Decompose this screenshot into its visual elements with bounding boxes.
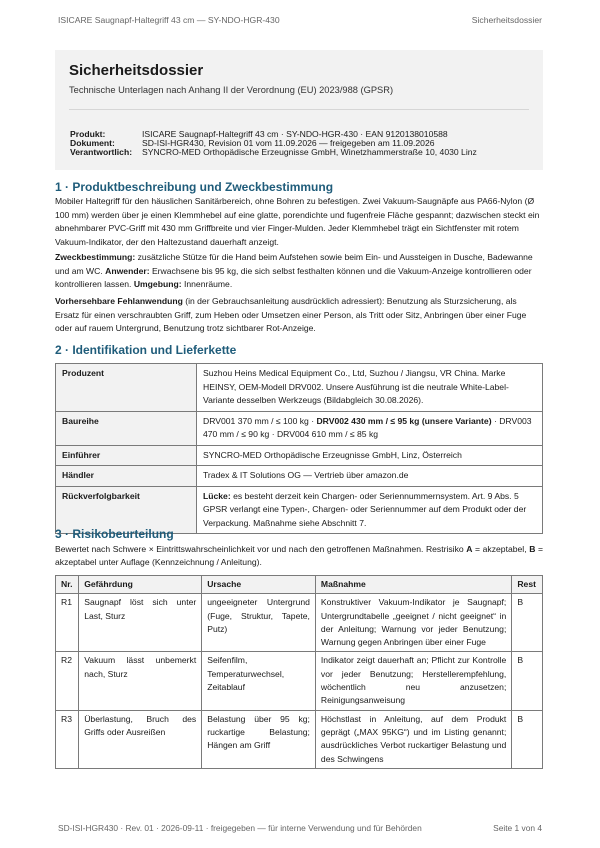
meta-value: SYNCRO-MED Orthopädische Erzeugnisse GmbH, Winetzhammerstraße 10, 4030 Linz: [142, 147, 477, 157]
cell-nr: R1: [56, 594, 79, 652]
cell-measure: Höchstlast in Anleitung, auf dem Produkt geprägt („MAX 95KG“) und im Listing genannt; ausdrückliches Verbot ruckartiger Belastung und des Schwingens: [315, 710, 511, 768]
gap-label: Lücke:: [203, 490, 231, 501]
title-divider: [69, 109, 529, 110]
table-row: [56, 594, 543, 652]
meta-key: Verantwortlich:: [70, 147, 133, 157]
table-row: [56, 710, 543, 768]
row-value: [197, 411, 543, 445]
col-header-hazard: Gefährdung: [79, 576, 202, 594]
intro-b: B: [529, 544, 536, 554]
section-3-heading: 3 · Risikobeurteilung: [55, 527, 174, 541]
cell-nr: R3: [56, 710, 79, 768]
row-value: SYNCRO-MED Orthopädische Erzeugnisse GmbH, Linz, Österreich: [197, 445, 543, 466]
series-text: DRV001 370 mm / ≤ 100 kg ·: [203, 415, 317, 426]
label-users: Anwender:: [105, 265, 150, 276]
cell-hazard: Überlastung, Bruch des Griffs oder Ausreißen: [79, 710, 202, 768]
gap-text: es besteht derzeit kein Chargen- oder Seriennummernsystem. Art. 9 Abs. 5 GPSR verlangt eine Typen-, Chargen- oder Seriennummer auf dem Produkt oder der Verpackung. Maßnahme siehe Abschnitt 7.: [203, 490, 527, 528]
col-header-measure: Maßnahme: [315, 576, 511, 594]
footer-page-number: Seite 1 von 4: [493, 823, 542, 833]
intro-text: Bewertet nach Schwere × Eintrittswahrscheinlichkeit vor und nach den getroffenen Maßnahmen. Restrisiko: [55, 544, 467, 554]
section-3-intro: [55, 543, 543, 569]
label-environment: Umgebung:: [133, 279, 182, 289]
col-header-cause: Ursache: [202, 576, 316, 594]
misuse-text: (in der Gebrauchsanleitung ausdrücklich adressiert): Benutzung als Sturzsicherung, als Ersatz für einen verschraubten Griff, zum Heben oder Umsetzen einer Person, als Tritt oder Sitz, Anbringen über einer Fuge oder auf rauem Untergrund, Benutzung trotz sichtbarer Rot-Anzeige.: [55, 296, 527, 333]
series-highlight: DRV002 430 mm / ≤ 95 kg (unsere Variante): [316, 415, 492, 426]
row-label: Baureihe: [56, 411, 197, 445]
document-title: Sicherheitsdossier: [69, 62, 204, 79]
meta-value: SD-ISI-HGR430, Revision 01 vom 11.09.2026 — freigegeben am 11.09.2026: [142, 138, 435, 148]
row-value: Suzhou Heins Medical Equipment Co., Ltd, Suzhou / Jiangsu, VR China. Marke HEINSY, OEM-Modell DRV002. Unsere Ausführung ist die neutrale White-Label-Variante desselben Werkzeugs (Bildabgleich 30.08.2026).: [197, 364, 543, 412]
cell-cause: Belastung über 95 kg; ruckartige Belastung; Hängen am Griff: [202, 710, 316, 768]
risk-table: [55, 575, 543, 769]
table-header-row: [56, 576, 543, 594]
row-label: Produzent: [56, 364, 197, 412]
section-2-heading: 2 · Identifikation und Lieferkette: [55, 343, 237, 357]
cell-measure: Indikator zeigt dauerhaft an; Pflicht zur Kontrolle vor jeder Benutzung; Herstellerempfehlung, wöchentlich neu anzusetzen; Reinigungsanweisung: [315, 652, 511, 710]
section-1-description: Mobiler Haltegriff für den häuslichen Sanitärbereich, ohne Bohren zu befestigen. Zwei Vakuum-Saugnäpfe aus PA66-Nylon (Ø 100 mm) werden über je einen Klemmhebel auf eine glatte, porendichte und fugenfreie Fläche gespannt; dazwischen steckt ein abnehmbarer PVC-Griff mit 430 mm Griffbreite und vier Finger-Mulden. Jeder Klemmhebel trägt ein Sichtfenster mit rotem Vakuum-Indikator, der den Haltezustand dauerhaft anzeigt.: [55, 196, 540, 247]
meta-row-responsible: [70, 148, 477, 157]
cell-cause: Seifenfilm, Temperaturwechsel, Zeitablauf: [202, 652, 316, 710]
identification-table: [55, 363, 543, 534]
table-row: [56, 411, 543, 445]
cell-cause: ungeeigneter Untergrund (Fuge, Struktur, Tapete, Putz): [202, 594, 316, 652]
table-row: [56, 466, 543, 487]
cell-nr: R2: [56, 652, 79, 710]
purpose-text: zusätzliche Stütze für die Hand beim Aufstehen sowie beim Ein- und Aussteigen in Dusche, Badewanne und am WC.: [55, 252, 533, 276]
label-purpose: Zweckbestimmung:: [55, 252, 136, 262]
section-1-heading: 1 · Produktbeschreibung und Zweckbestimmung: [55, 180, 334, 194]
row-label: Händler: [56, 466, 197, 487]
intro-a: A: [466, 544, 473, 554]
intro-text: = akzeptabel unter Auflage (Kennzeichnung / Anleitung).: [55, 544, 544, 567]
environment-text: Innenräume.: [181, 279, 233, 289]
meta-key: Produkt:: [70, 129, 106, 139]
section-1-purpose: [55, 251, 543, 292]
col-header-rest: Rest: [512, 576, 543, 594]
section-1-misuse: [55, 295, 543, 336]
meta-key: Dokument:: [70, 138, 115, 148]
page-footer: [0, 808, 600, 848]
cell-hazard: Saugnapf löst sich unter Last, Sturz: [79, 594, 202, 652]
table-row: [56, 364, 543, 412]
row-label: Rückverfolgbarkeit: [56, 486, 197, 534]
cell-rest: B: [512, 594, 543, 652]
table-row: [56, 445, 543, 466]
col-header-nr: Nr.: [56, 576, 79, 594]
users-text: Erwachsene bis 95 kg, die sich selbst festhalten können und die Vakuum-Anzeige kontrollieren oder kontrollieren lassen.: [55, 265, 532, 289]
document-subtitle: Technische Unterlagen nach Anhang II der Verordnung (EU) 2023/988 (GPSR): [69, 85, 394, 95]
cell-measure: Konstruktiver Vakuum-Indikator je Saugnapf; Untergrundtabelle „geeignet / nicht geeignet“ in der Anleitung; Warnung vor jeder Benutzung; Warnung gegen Anbringen über einer Fuge: [315, 594, 511, 652]
series-text: · DRV003 470 mm / ≤ 90 kg · DRV004 610 mm / ≤ 85 kg: [203, 415, 532, 439]
footer-doc-info: SD-ISI-HGR430 · Rev. 01 · 2026-09-11 · freigegeben — für interne Verwendung und für Behörden: [58, 823, 422, 833]
table-row: [56, 652, 543, 710]
label-misuse: Vorhersehbare Fehlanwendung: [55, 296, 183, 306]
running-header: [0, 0, 600, 40]
metadata-block: [70, 130, 477, 157]
meta-value: ISICARE Saugnapf-Haltegriff 43 cm · SY-NDO-HGR-430 · EAN 9120138010588: [142, 129, 448, 139]
cell-hazard: Vakuum lässt unbemerkt nach, Sturz: [79, 652, 202, 710]
cell-rest: B: [512, 652, 543, 710]
cell-rest: B: [512, 710, 543, 768]
row-value: [197, 486, 543, 534]
header-product: ISICARE Saugnapf-Haltegriff 43 cm — SY-NDO-HGR-430: [58, 15, 280, 25]
row-value: Tradex & IT Solutions OG — Vertrieb über amazon.de: [197, 466, 543, 487]
header-doc-type: Sicherheitsdossier: [471, 15, 542, 25]
row-label: Einführer: [56, 445, 197, 466]
intro-text: = akzeptabel,: [472, 544, 530, 554]
